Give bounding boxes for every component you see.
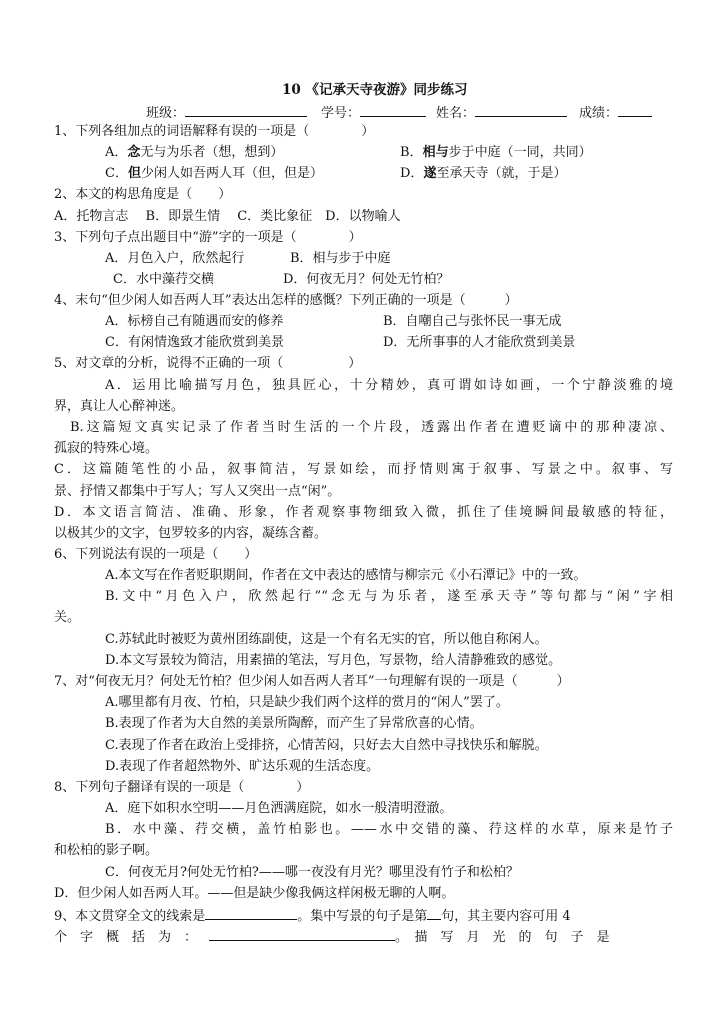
q8-option-d: D．但少闲人如吾两人耳。——但是缺少像我俩这样闲极无聊的人啊。	[54, 886, 455, 901]
q5-option-d-cont: 以极其少的文字，包罗较多的内容，凝练含蓄。	[54, 526, 328, 541]
id-blank[interactable]	[360, 103, 426, 117]
q9-line-1	[54, 906, 571, 926]
q7-stem: 7、对“何夜无月？何处无竹柏？但少闲人如吾两人者耳”一句理解有误的一项是（ ）	[54, 674, 570, 689]
q9-text-4: 个 字 概 括 为 ：	[54, 930, 198, 945]
q6-option-c: C.苏轼此时被贬为黄州团练副使，这是一个有名无实的官，所以他自称闲人。	[105, 632, 548, 647]
q7-option-d: D.表现了作者超然物外、旷达乐观的生活态度。	[105, 759, 380, 774]
q3-option-a: A．月色入户，欣然起行	[105, 251, 245, 266]
q7-option-a: A.哪里都有月夜、竹柏，只是缺少我们两个这样的赏月的“闲人”罢了。	[105, 695, 509, 710]
q5-option-d: D．本文语言简洁、准确、形象，作者观察事物细致入微，抓住了佳境瞬间最敏感的特征，	[54, 505, 673, 520]
q2-options: A．托物言志 B．即景生情 C．类比象征 D．以物喻人	[54, 209, 401, 224]
student-info-row	[146, 103, 652, 123]
q5-option-b: B.这篇短文真实记录了作者当时生活的一个片段，透露出作者在遭贬谪中的那种凄凉、	[70, 420, 673, 435]
q7-option-c: C.表现了作者在政治上受排挤，心情苦闷，只好去大自然中寻找快乐和解脱。	[105, 738, 548, 753]
q3-option-c: C．水中藻荇交横	[113, 272, 214, 287]
q3-stem: 3、下列句子点出题目中“游”字的一项是（ ）	[54, 230, 362, 245]
q1-option-a: A．念无与为乐者（想，想到）	[105, 145, 284, 160]
q1-stem: 1、下列各组加点的词语解释有误的一项是（ ）	[54, 124, 375, 139]
q5-option-a-cont: 界，真让人心醉神迷。	[54, 399, 185, 414]
q3-option-b: B．相与步于中庭	[290, 251, 391, 266]
q9-text-1: 9、本文贯穿全文的线索是	[54, 909, 206, 924]
q1-option-c: C．但少闲人如吾两人耳（但，但是）	[105, 166, 323, 181]
q6-option-a: A.本文写在作者贬职期间，作者在文中表达的感情与柳宗元《小石潭记》中的一致。	[105, 568, 587, 583]
q9-summary-blank[interactable]	[209, 927, 395, 941]
q9-line-2	[54, 927, 610, 947]
q4-option-b: B．自嘲自己与张怀民一事无成	[383, 314, 562, 329]
q6-stem: 6、下列说法有误的一项是（ ）	[54, 547, 258, 562]
q2-stem: 2、本文的构思角度是（ ）	[54, 187, 232, 202]
q5-option-a: A．运用比喻描写月色，独具匠心，十分精妙，真可谓如诗如画，一个宁静淡雅的境	[105, 378, 673, 393]
q6-option-d: D.本文写景较为简洁，用素描的笔法，写月色，写景物，给人清静雅致的感觉。	[105, 653, 562, 668]
q4-stem: 4、末句“但少闲人如吾两人耳”表达出怎样的感慨？下列正确的一项是（ ）	[54, 293, 518, 308]
q8-stem: 8、下列句子翻译有误的一项是（ ）	[54, 780, 310, 795]
q9-text-5: 。 描 写 月 光 的 句 子 是	[395, 930, 610, 945]
q6-option-b: B.文中“月色入户，欣然起行”“念无与为乐者，遂至承天寺”等句都与“闲”字相	[105, 589, 673, 604]
name-label: 姓名：	[436, 106, 476, 121]
q9-sentence-number-blank[interactable]	[427, 906, 441, 920]
q8-option-c: C．何夜无月?何处无竹柏?——哪一夜没有月光？哪里没有竹子和松柏？	[105, 865, 519, 880]
q3-option-d: D．何夜无月？何处无竹柏？	[283, 272, 450, 287]
score-label: 成绩：	[579, 106, 619, 121]
name-blank[interactable]	[475, 103, 567, 117]
q5-option-c: C．这篇随笔性的小品，叙事简洁，写景如绘，而抒情则寓于叙事、写景之中。叙事、写	[54, 462, 673, 477]
q5-option-b-cont: 孤寂的特殊心境。	[54, 441, 159, 456]
q6-option-b-cont: 关。	[54, 610, 81, 625]
q9-text-2: 。集中写景的句子是第	[297, 909, 428, 924]
class-blank[interactable]	[185, 103, 307, 117]
q7-option-b: B.表现了作者为大自然的美景所陶醉，而产生了异常欣喜的心情。	[105, 716, 483, 731]
q4-option-a: A．标榜自己有随遇而安的修养	[105, 314, 284, 329]
q8-option-a: A．庭下如积水空明——月色洒满庭院，如水一般清明澄澈。	[105, 801, 453, 816]
q1-option-d: D．遂至承天寺（就，于是）	[400, 166, 567, 181]
score-blank[interactable]	[618, 103, 652, 117]
q8-option-b-cont: 和松柏的影子啊。	[54, 843, 159, 858]
q5-stem: 5、对文章的分析，说得不正确的一项（ ）	[54, 356, 362, 371]
class-label: 班级：	[146, 106, 186, 121]
q5-option-c-cont: 景、抒情又都集中于写人；写人又突出一点“闲”。	[54, 484, 341, 499]
page-title: 10 《记承天寺夜游》同步练习	[282, 82, 468, 98]
q9-clue-blank[interactable]	[205, 906, 297, 920]
q8-option-b: B．水中藻、荇交横，盖竹柏影也。——水中交错的藻、荇这样的水草，原来是竹子	[105, 822, 673, 837]
q4-option-c: C．有闲情逸致才能欣赏到美景	[105, 335, 284, 350]
q1-option-b: B．相与步于中庭（一同，共同）	[400, 145, 592, 160]
q4-option-d: D．无所事事的人才能欣赏到美景	[383, 335, 576, 350]
id-label: 学号：	[321, 106, 361, 121]
q9-text-3: 句，其主要内容可用 4	[441, 909, 571, 924]
